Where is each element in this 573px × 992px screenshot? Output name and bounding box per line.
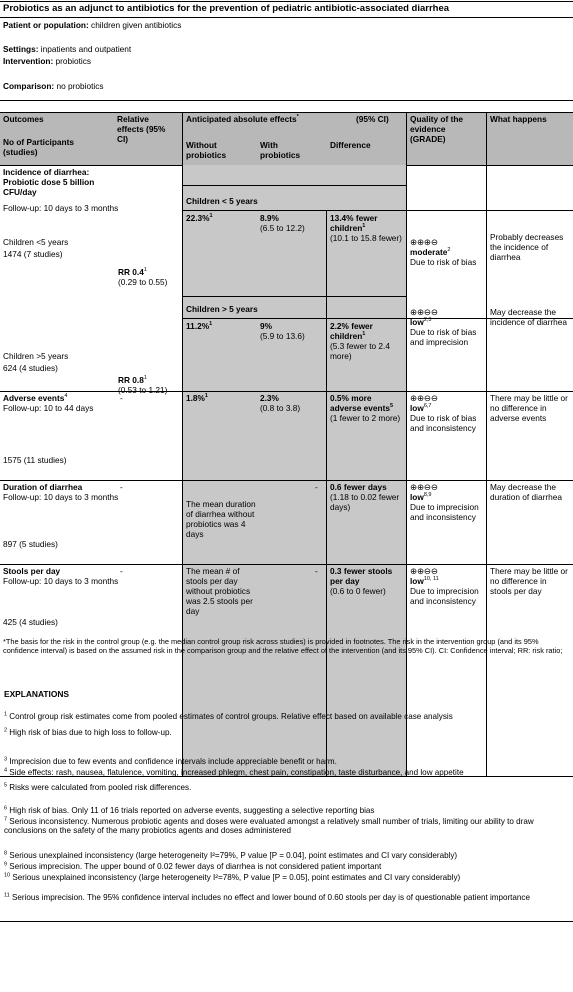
diarrhea-sub2-label: Children >5 years [3,351,69,361]
diarrhea-sub1-grade [410,238,486,268]
intervention-value: probiotics [53,56,92,66]
adverse-diff [330,394,404,424]
explanation-number: 9 [4,861,8,868]
explanation-item [4,757,569,766]
diarrhea-sub1-rr [118,268,182,288]
explanation-text: Serious unexplained inconsistency (large heterogeneity I²=78%, P value [P = 0.05], point estimates and CI vary considerably) [10,873,461,882]
diarrhea-sub1-without [186,214,246,224]
diarrhea-sub1-rr-ci: (0.29 to 0.55) [118,276,168,287]
adverse-grade-reason: Due to risk of bias and inconsistency [410,412,477,433]
adverse-happens: There may be little or no difference in adverse events [490,393,568,423]
header-ci: (95% CI) [356,114,389,124]
duration-without: The mean duration of diarrhea without probiotics was 4 days [186,499,256,539]
grade-symbols-icon: ⊕⊕⊖⊖ [410,393,438,403]
stools-title: Stools per day [3,566,61,576]
diarrhea-sub1-group-header: Children < 5 years [186,196,258,206]
explanation-text: High risk of bias due to high loss to follow-up. [7,728,172,737]
adverse-grade [410,394,486,434]
adverse-grade-level: low [410,402,424,413]
intervention-label: Intervention: [3,56,54,66]
stools-followup: Follow-up: 10 days to 3 months [3,575,119,586]
patient-row [3,21,181,31]
diarrhea-sub1-diff-ci: (10.1 to 15.8 fewer) [330,232,402,243]
explanation-text: Control group risk estimates come from pooled estimates of control groups. Relative effect based on available case analysis [7,712,453,721]
adverse-participants: 1575 (11 studies) [3,455,67,465]
grade-symbols-icon: ⊕⊕⊖⊖ [410,307,438,317]
explanation-number: 7 [4,816,8,823]
diarrhea-sub2-rr-ci: (0.53 to 1.21) [118,384,168,395]
diarrhea-sub2-grade-sup: 2,3 [423,317,432,324]
duration-title: Duration of diarrhea [3,482,83,492]
duration-grade [410,483,486,523]
adverse-relative: - [120,393,123,403]
header-participants: No of Participants (studies) [3,137,74,157]
settings-label: Settings: [3,44,39,54]
diarrhea-sub2-without [186,322,246,332]
stools-relative: - [120,566,123,576]
explanation-item [4,817,569,836]
diarrhea-sub1-diff-value: 13.4% fewer children [330,213,378,233]
diarrhea-sub2-grade-reason: Due to risk of bias and imprecision [410,326,477,347]
stools-diff-value: 0.3 fewer stools per day [330,566,393,586]
diarrhea-sub1-participants: 1474 (7 studies) [3,249,63,259]
diarrhea-followup: Follow-up: 10 days to 3 months [3,203,119,213]
adverse-followup: Follow-up: 10 to 44 days [3,402,94,413]
duration-grade-reason: Due to imprecision and inconsistency [410,501,479,522]
explanation-text: Serious imprecision. The upper bound of 0.02 fewer days of diarrhea is not considered patient important [7,862,382,871]
duration-happens: May decrease the duration of diarrhea [490,482,562,502]
diarrhea-sub2-without-value: 11.2% [186,321,210,331]
patient-label: Patient or population: [3,20,89,30]
adverse-title: Adverse events [3,393,65,403]
adverse-diff-value: 0.5% more adverse events [330,393,390,413]
adverse-diff-sup: 5 [389,403,394,410]
stools-grade-level: low [410,575,424,586]
diarrhea-sub2-participants: 624 (4 studies) [3,363,58,373]
explanation-number: 11 [4,892,10,899]
stools-diff [330,567,404,597]
explanation-number: 2 [4,727,8,734]
explanations-heading: EXPLANATIONS [4,689,69,699]
diarrhea-sub1-with [260,214,324,234]
adverse-without-sup: 1 [204,393,208,400]
header-without: Without probiotics [186,140,227,160]
diarrhea-sub2-happens: May decrease the incidence of diarrhea [490,307,568,327]
grade-symbols-icon: ⊕⊕⊖⊖ [410,566,438,576]
stools-without: The mean # of stools per day without probiotics was 2.5 stools per day [186,566,253,616]
explanation-text: Imprecision due to few events and confidence intervals include appreciable benefit or harm. [7,757,337,766]
explanation-text: Serious unexplained inconsistency (large heterogeneity I²=79%, P value [P = 0.04], point estimates and CI vary considerably) [7,851,458,860]
explanation-item [4,806,569,815]
duration-participants: 897 (5 studies) [3,539,58,549]
explanation-item [4,862,569,871]
table-title: Probiotics as an adjunct to antibiotics for the prevention of pediatric antibiotic-associated diarrhea [3,3,450,14]
explanation-text: Serious inconsistency. Numerous probiotic agents and doses were evaluated amongst a relatively small number of trials, limiting our ability to draw conclusions on the safety of the many probiotics agents and doses administered [4,817,534,836]
diarrhea-sub2-with-ci: (5.9 to 13.6) [260,330,305,341]
table-footnote: *The basis for the risk in the control group (e.g. the median control group risk across studies) is provided in footnotes. The risk in the intervention group (and its 95% confidence interval) is based on the assumed risk in the comparison group and the relative effect of the intervention (and its 95% CI). CI: Confidence interval; RR: risk ratio; [3,637,563,655]
explanation-number: 10 [4,872,11,879]
diarrhea-sub1-with-ci: (6.5 to 12.2) [260,222,305,233]
explanation-text: Side effects: rash, nausea, flatulence, vomiting, increased phlegm, chest pain, constipation, taste disturbance, and low appetite [7,768,464,777]
explanation-number: 8 [4,850,8,857]
diarrhea-title: Incidence of diarrhea: Probiotic dose 5 billion CFU/day [3,167,95,197]
explanation-item [4,851,569,860]
duration-diff [330,483,404,513]
explanation-item [4,783,569,792]
header-with: With probiotics [260,140,301,160]
adverse-with-value: 2.3% [260,393,279,403]
explanation-text: Risks were calculated from pooled risk differences. [7,783,192,792]
diarrhea-sub1-rr-value: RR 0.4 [118,267,144,277]
diarrhea-sub2-rr-sup: 1 [143,375,147,382]
adverse-without [186,394,246,404]
duration-grade-sup: 8,9 [423,492,432,499]
settings-row [3,45,131,55]
diarrhea-sub2-rr [118,376,182,396]
diarrhea-sub2-grade [410,308,486,348]
diarrhea-sub2-diff-value: 2.2% fewer children [330,321,373,341]
duration-relative: - [120,482,123,492]
header-relative: Relative effects (95% CI) [117,114,166,144]
stools-diff-ci: (0.6 to 0 fewer) [330,585,386,596]
stools-grade-sup: 10, 11 [423,576,439,583]
grade-symbols-icon: ⊕⊕⊕⊖ [410,237,438,247]
comparison-label: Comparison: [3,81,55,91]
explanation-number: 6 [4,805,8,812]
diarrhea-sub1-rr-sup: 1 [143,267,147,274]
duration-outcome [3,483,123,503]
stools-grade [410,567,486,607]
patient-value: children given antibiotics [88,20,182,30]
explanation-item [4,873,569,882]
header-anticipated [186,115,336,125]
stools-outcome [3,567,123,587]
diarrhea-sub1-happens: Probably decreases the incidence of diarrhea [490,232,564,262]
explanation-item [4,728,569,737]
explanation-item [4,712,569,721]
duration-grade-level: low [410,491,424,502]
comparison-row [3,82,104,92]
comparison-value: no probiotics [54,81,104,91]
header-quality: Quality of the evidence (GRADE) [410,114,464,144]
absolute-effects-shading [182,165,407,776]
stools-grade-reason: Due to imprecision and inconsistency [410,585,479,606]
header-outcomes: Outcomes [3,114,44,124]
header-happens: What happens [490,114,547,124]
intervention-row [3,57,91,67]
diarrhea-sub1-without-value: 22.3% [186,213,210,223]
adverse-title-sup: 4 [64,393,68,400]
duration-diff-ci: (1.18 to 0.02 fewer days) [330,491,400,512]
grade-symbols-icon: ⊕⊕⊖⊖ [410,482,438,492]
duration-followup: Follow-up: 10 days to 3 months [3,491,119,502]
explanation-number: 3 [4,756,8,763]
diarrhea-sub1-with-value: 8.9% [260,213,279,223]
adverse-without-value: 1.8% [186,393,205,403]
diarrhea-sub2-grade-level: low [410,316,424,327]
duration-with: - [315,482,318,492]
explanation-item [4,893,569,902]
diarrhea-sub2-with [260,322,324,342]
adverse-with [260,394,324,414]
diarrhea-sub2-diff-ci: (5.3 fewer to 2.4 more) [330,340,390,361]
diarrhea-sub2-group-header: Children > 5 years [186,304,258,314]
settings-value: inpatients and outpatient [38,44,132,54]
diarrhea-sub1-diff-sup: 1 [362,223,366,230]
diarrhea-sub1-diff [330,214,404,244]
stools-participants: 425 (4 studies) [3,617,58,627]
diarrhea-sub2-without-sup: 1 [209,321,213,328]
diarrhea-sub1-label: Children <5 years [3,237,69,247]
explanation-number: 5 [4,782,8,789]
stools-with: - [315,566,318,576]
explanation-number: 4 [4,767,8,774]
header-anticipated-text: Anticipated absolute effects [186,114,297,124]
diarrhea-sub1-without-sup: 1 [209,213,213,220]
adverse-grade-sup: 6,7 [423,403,432,410]
stools-happens: There may be little or no difference in stools per day [490,566,568,596]
diarrhea-sub1-grade-sup: 2 [447,247,451,254]
diarrhea-sub2-rr-value: RR 0.8 [118,375,144,385]
diarrhea-sub2-with-value: 9% [260,321,272,331]
explanation-text: Serious imprecision. The 95% confidence interval includes no effect and lower bound of 0.60 stools per day is of questionable patient importance [9,893,530,902]
diarrhea-sub1-grade-level: moderate [410,246,448,257]
explanation-number: 1 [4,711,8,718]
explanation-text: High risk of bias. Only 11 of 16 trials reported on adverse events, suggesting a selective reporting bias [7,806,375,815]
adverse-diff-ci: (1 fewer to 2 more) [330,412,401,423]
diarrhea-sub1-grade-reason: Due to risk of bias [410,256,477,267]
diarrhea-sub2-diff-sup: 1 [362,331,366,338]
header-anticipated-sup: * [296,114,299,121]
adverse-with-ci: (0.8 to 3.8) [260,402,301,413]
adverse-outcome [3,394,123,414]
duration-diff-value: 0.6 fewer days [330,482,387,492]
diarrhea-sub2-diff [330,322,404,362]
header-difference: Difference [330,140,371,150]
explanation-item [4,768,569,777]
